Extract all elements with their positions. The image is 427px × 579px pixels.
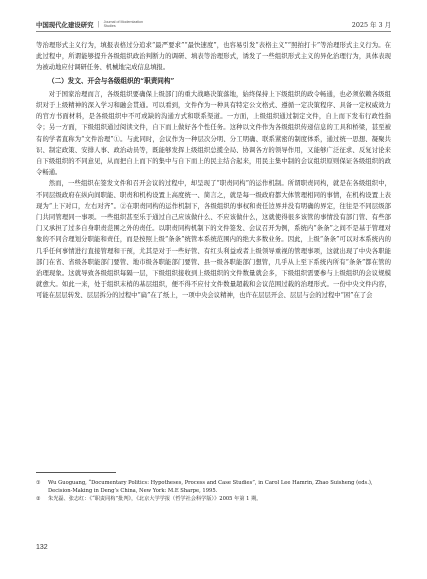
footnote-mark: ① [36, 480, 41, 486]
paragraph: 然而，一些组织在签发文件和召开会议的过程中，却呈现了“职责同构”的运作机制。所谓职责同构，就是在各级组织中，不同层级政府在纵向间职能、职责和机构设置上高度统一、简言之，就是每一级政府都大体管理相同的事情，在机构设置上表现为“上下对口，左右对齐”。②在职责同构的运作机制下，各级组织的事权和责任边界并没有明确的界定，往往是不同层级部门共同管理同一事项。一些组织甚至乐于通过自己应该做什么、不应该做什么，这就使得很多该管的事情没有部门管、有些部门又承担了过多自身职责范围之外的责任。以职责同构机制下的文件签发、会议召开为例，系统内“条条”之间不是基于管理对象的不同合理划分职能和责任，而是按照上级“条条”统管本系统范围内的绝大多数业务。因此，上级“条条”可以对本系统内的几乎任何事情进行直接管理和干预，尤其是对于一些好管、有红头利益或者上级领导重视的管理事项，这就出现了中央各职能部门在省、省级各职能部门要管、地市级各职能部门要管、县一级各职能部门想管，几乎从上至下系统内所有“条条”都在管的治理现象。这就导致各级组织每隔一层，下级组织接收到上级组织的文件数量就会多，下级组织需要参与上级组织的会议规模就愈大。如此一来，处于组织末梢的基层组织，便不得不应付文件数量超载和会议范围过载的治理形式。一份中央文件内容，可能在层层转发、层层拆分的过程中“扁”在了纸上，一项中央会议精神，也许在层层开会、层层与会的过程中“困”在了会 [36, 180, 391, 300]
footnote [36, 479, 391, 495]
article-body [36, 40, 391, 302]
footnote [36, 495, 391, 503]
header-separator: | [97, 20, 100, 28]
footnote-mark: ② [36, 496, 41, 502]
paragraph: 对于国家治理而言，各级组织要确保上级部门的重大战略决策落地，始终保持上下级组织的政令畅通，也必须依赖各级组织对于上级精神的深入学习和融会贯通。可以看到，文件作为一种具有特定公文格式、遵循一定决策程序、具备一定权威效力的官方书面材料，是各级组织中不可或缺的沟通方式和联系渠道。一方面，上级组织通过制定文件，自上而下发布行政性指令；另一方面，下级组织通过阅读文件，自下而上做好各个性任务。这种以文件作为各级组织传递信息的工具和桥梁，甚至被有的学者直称为“文件治理”①。与此同时，会议作为一种层次分明、分工明确、联系紧密的制度体系，通过统一思想、凝聚共识、制定政策、安排人事、政治动员等，既能够发挥上级组织总揽全局、协调各方的领导作用，又能够广泛征求、反复讨论来自下级组织的不同意见，从而把自上而下的集中与自下而上的民主结合起来，用民主集中制的会议组织原则保证各级组织的政令畅通。 [36, 90, 391, 177]
footnote-rule [36, 472, 116, 473]
footnotes [36, 472, 391, 503]
page-number: 132 [36, 544, 48, 551]
journal-english-title: Journal of Modernization Studies [103, 20, 144, 28]
footnote-text: Wu Guoguang, “Documentary Politics: Hypotheses, Process and Case Studies”, in Carol Lee Hamrin, Zhao Suisheng (eds.), Decision-Making in Deng’s China, New York: M.E Sharpe, 1995. [48, 480, 373, 494]
running-header [36, 17, 391, 32]
issue-date: 2025 年 3 月 [351, 20, 391, 29]
section-heading: （二）发文、开会与各级组织的“职责同构” [48, 76, 175, 85]
paragraph-continued: 等治理形式主义行为，填报表格过分追求“最严要求”“最快速度”，也容易引发“表格主义”“照拍打卡”等治理形式主义行为。在此过程中，所谓能够提升各级组织政治判断力的调研、填表等治理形式，诱发了一些组织形式主义的异化治理行为，具体表现为被动地应付调研任务、机械地完成信息填报。 [36, 42, 391, 72]
footnote-text: 朱光磊、张志红：《“职责同构”批判》，《北京大学学报（哲学社会科学版）》2005 年第 1 期。 [48, 496, 262, 502]
journal-title: 中国现代化建设研究 [36, 20, 94, 29]
